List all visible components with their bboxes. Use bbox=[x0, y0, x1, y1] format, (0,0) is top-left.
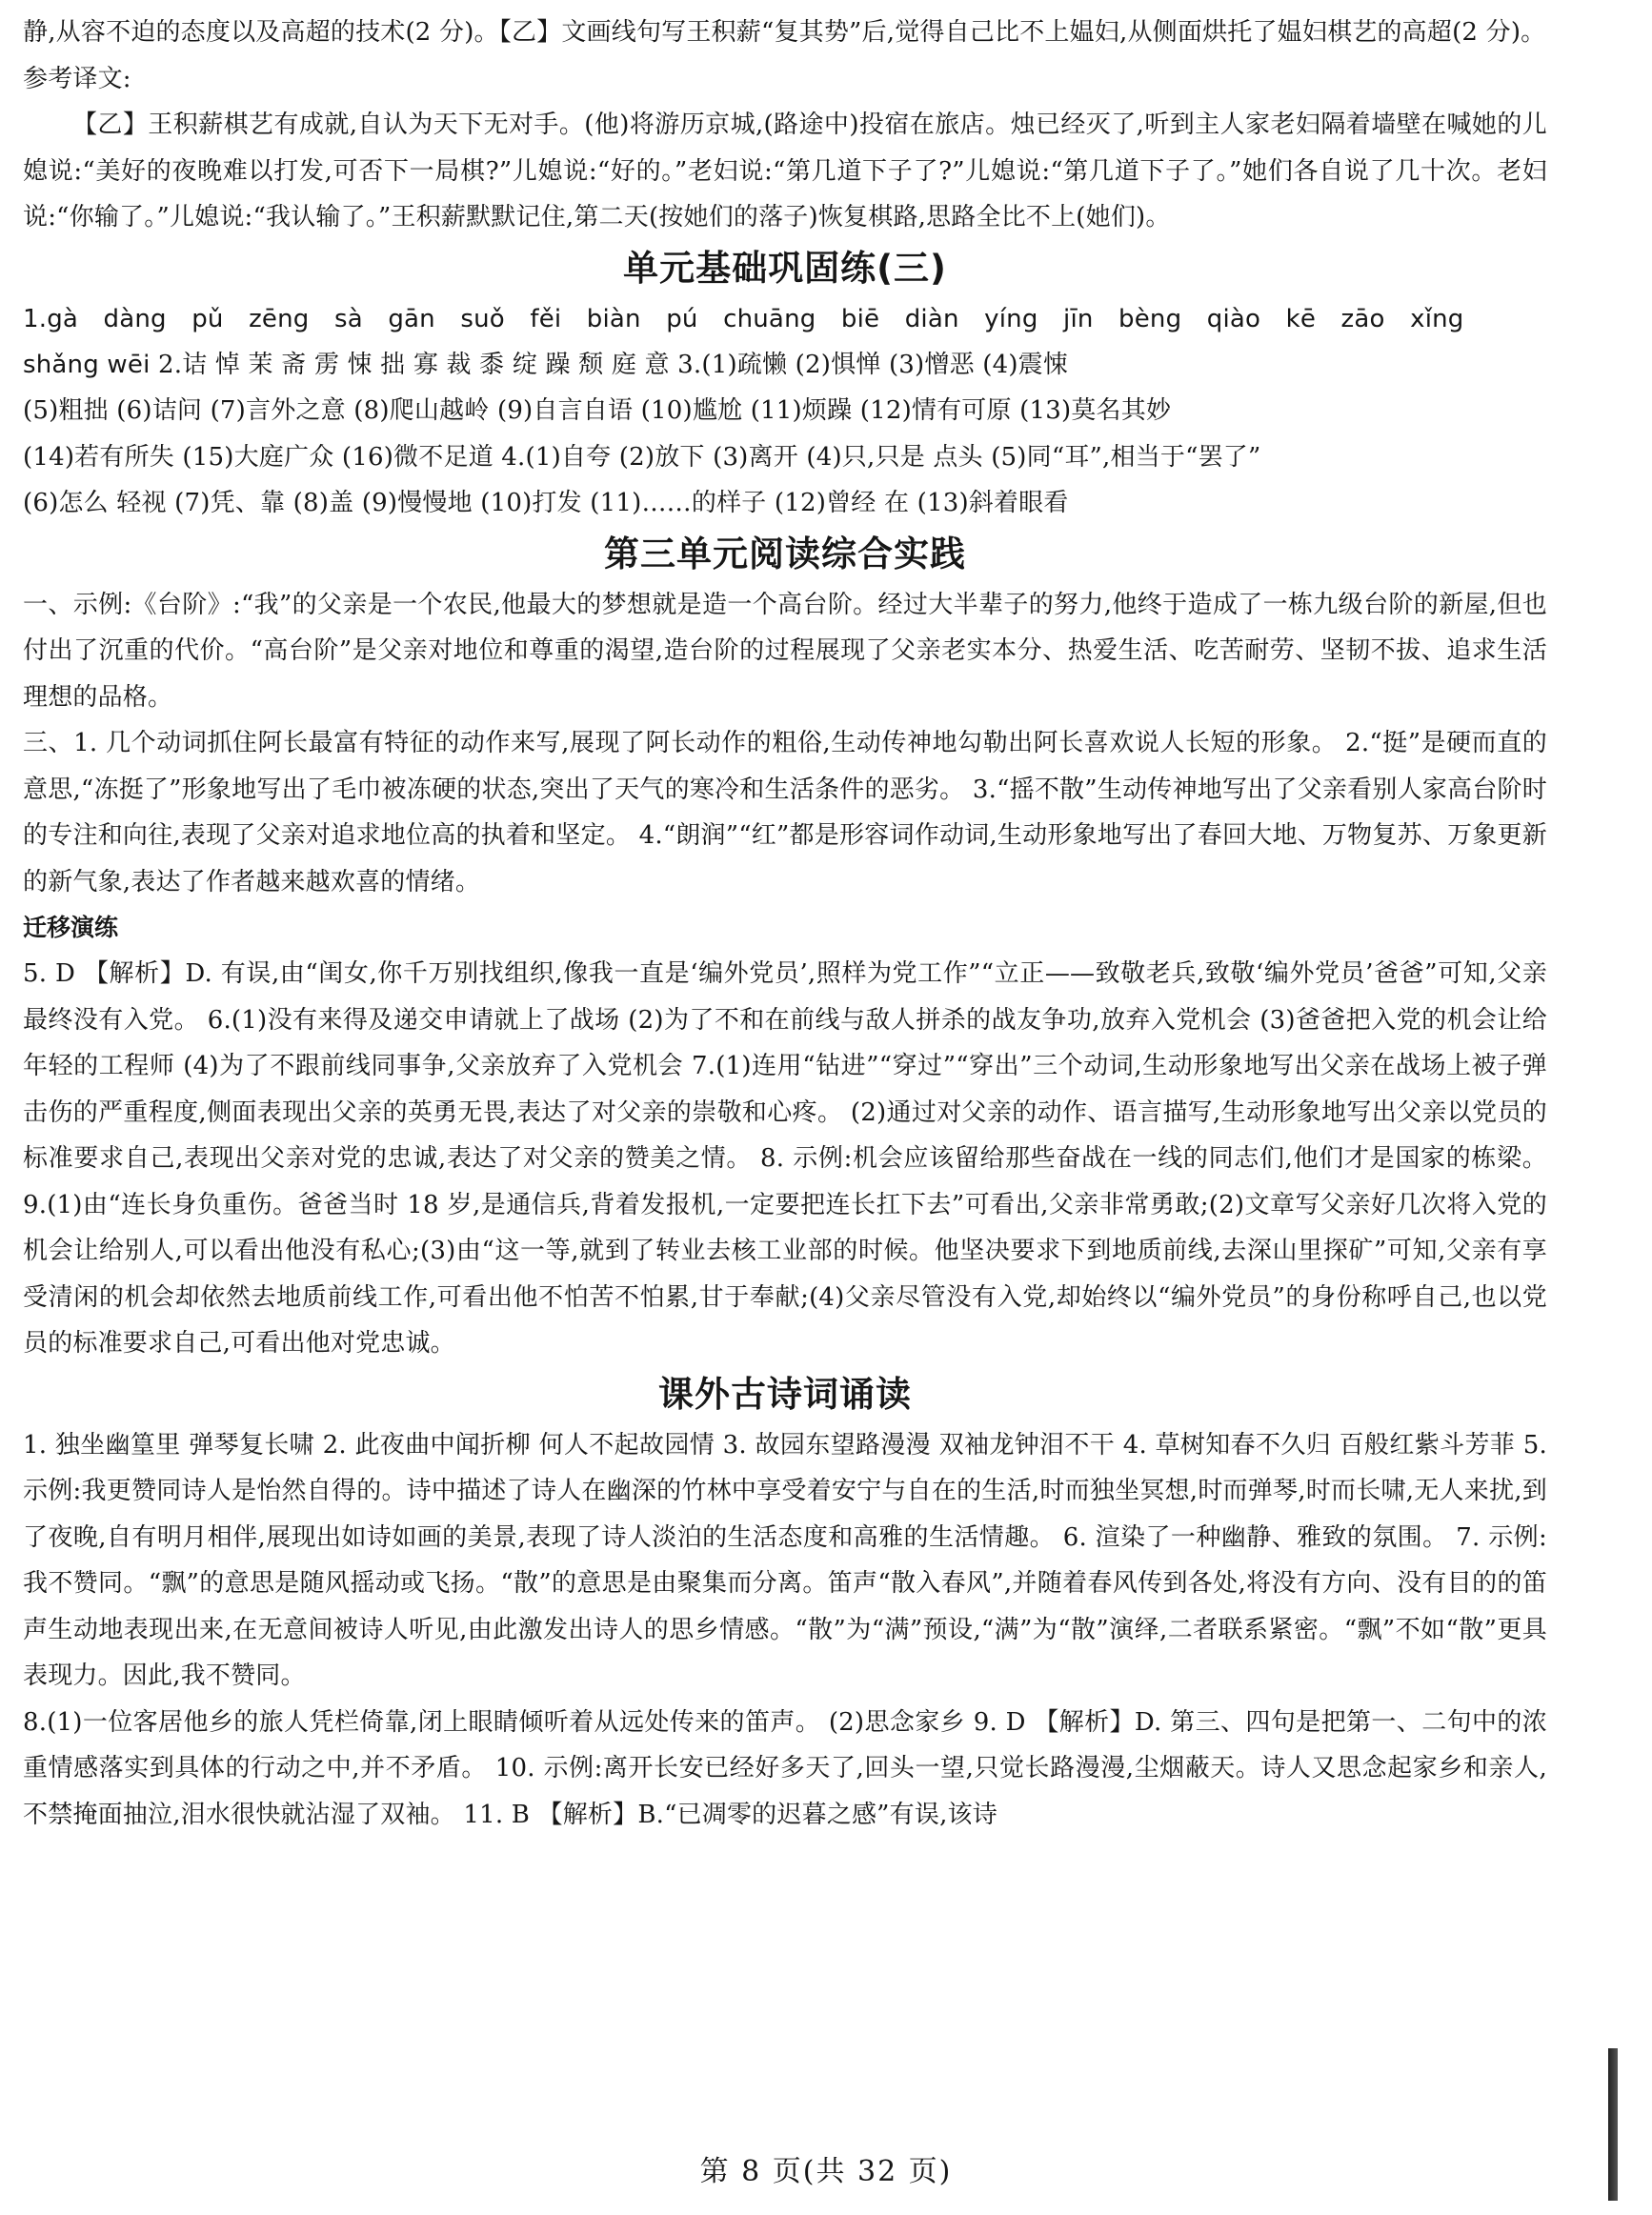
reference-label: 参考译文: bbox=[23, 64, 131, 93]
pinyin-item: zāo bbox=[1340, 304, 1385, 333]
pinyin-item: pú bbox=[666, 304, 698, 333]
pinyin-tail: shǎng wēi bbox=[23, 350, 151, 379]
pinyin-item: jīn bbox=[1063, 304, 1094, 333]
pinyin-item: suǒ bbox=[460, 304, 505, 333]
pinyin-item: 1.gà bbox=[23, 304, 79, 333]
answer-content bbox=[23, 10, 1547, 1838]
pinyin-item: biē bbox=[840, 304, 880, 333]
practice-heading: 迁移演练 bbox=[23, 914, 119, 941]
poetry-answers-2: 8.(1)一位客居他乡的旅人凭栏倚靠,闭上眼睛倾听着从远处传来的笛声。 (2)思念家乡 9. D 【解析】D. 第三、四句是把第一、二句中的浓重情感落实到具体的行动之中,并不矛盾。 10. 示例:离开长安已经好多天了,回头一望,只觉长路漫漫,尘烟蔽天。诗人又思念起家乡和亲人,不禁掩面抽泣,泪水很快就沾湿了双袖。 11. B 【解析】B.“已凋零的迟暮之感”有误,该诗 bbox=[23, 1707, 1547, 1829]
pinyin-item: bèng bbox=[1118, 304, 1182, 333]
binding-edge-shadow bbox=[1608, 2048, 1618, 2201]
pinyin-item: fěi bbox=[530, 304, 562, 333]
answer-line-text: 2.诘 悼 茉 斋 雳 悚 拙 寡 裁 黍 绽 躁 颓 庭 意 3.(1)疏懒 (2)惧惮 (3)憎恶 (4)震悚 bbox=[157, 350, 1069, 379]
pinyin-item: chuāng bbox=[723, 304, 816, 333]
answer-part-3: 三、1. 几个动词抓住阿长最富有特征的动作来写,展现了阿长动作的粗俗,生动传神地勾勒出阿长喜欢说人长短的形象。 2.“挺”是硬而直的意思,“冻挺了”形象地写出了毛巾被冻硬的状态,突出了天气的寒冷和生活条件的恶劣。 3.“摇不散”生动传神地写出了父亲看别人家高台阶时的专注和向往,表现了父亲对追求地位高的执着和坚定。 4.“朗润”“红”都是形容词作动词,生动形象地写出了春回大地、万物复苏、万象更新的新气象,表达了作者越来越欢喜的情绪。 bbox=[23, 729, 1547, 896]
answer-line: (6)怎么 轻视 (7)凭、靠 (8)盖 (9)慢慢地 (10)打发 (11)……的样子 (12)曾经 在 (13)斜着眼看 bbox=[23, 489, 1069, 517]
page-number: 第 8 页(共 32 页) bbox=[699, 2155, 953, 2188]
poetry-answers-1: 1. 独坐幽篁里 弹琴复长啸 2. 此夜曲中闻折柳 何人不起故园情 3. 故园东望路漫漫 双袖龙钟泪不干 4. 草树知春不久归 百般红紫斗芳菲 5. 示例:我更赞同诗人是怡然自得的。诗中描述了诗人在幽深的竹林中享受着安宁与自在的生活,时而独坐冥想,时而弹琴,时而长啸,无人来扰,到了夜晚,自有明月相伴,展现出如诗如画的美景,表现了诗人淡泊的生活态度和高雅的生活情趣。 6. 渲染了一种幽静、雅致的氛围。 7. 示例:我不赞同。“飘”的意思是随风摇动或飞扬。“散”的意思是由聚集而分离。笛声“散入春风”,并随着春风传到各处,将没有方向、没有目的的笛声生动地表现出来,在无意间被诗人听见,由此激发出诗人的思乡情感。“散”为“满”预设,“满”为“散”演绎,二者联系紧密。“飘”不如“散”更具表现力。因此,我不赞同。 bbox=[23, 1430, 1547, 1690]
answer-line bbox=[23, 342, 1547, 389]
pinyin-item: qiào bbox=[1206, 304, 1261, 333]
section-title-unit3-reading: 第三单元阅读综合实践 bbox=[604, 533, 966, 574]
pinyin-item: yíng bbox=[984, 304, 1038, 333]
pinyin-item: sà bbox=[333, 304, 363, 333]
section-title-poetry: 课外古诗词诵读 bbox=[658, 1373, 912, 1415]
pinyin-item: xǐng bbox=[1410, 304, 1464, 333]
pinyin-line bbox=[23, 296, 1547, 342]
pinyin-item: kē bbox=[1285, 304, 1317, 333]
pinyin-item: gān bbox=[388, 304, 435, 333]
practice-answers: 5. D 【解析】D. 有误,由“闺女,你千万别找组织,像我一直是‘编外党员’,照样为党工作”“立正——致敬老兵,致敬‘编外党员’爸爸”可知,父亲最终没有入党。 6.(1)没有来得及递交申请就上了战场 (2)为了不和在前线与敌人拼杀的战友争功,放弃入党机会 (3)爸爸把入党的机会让给年轻的工程师 (4)为了不跟前线同事争,父亲放弃了入党机会 7.(1)连用“钻进”“穿过”“穿出”三个动词,生动形象地写出父亲在战场上被子弹击伤的严重程度,侧面表现出父亲的英勇无畏,表达了对父亲的崇敬和心疼。 (2)通过对父亲的动作、语言描写,生动形象地写出父亲以党员的标准要求自己,表现出父亲对党的忠诚,表达了对父亲的赞美之情。 8. 示例:机会应该留给那些奋战在一线的同志们,他们才是国家的栋梁。 9.(1)由“连长身负重伤。爸爸当时 18 岁,是通信兵,背着发报机,一定要把连长扛下去”可看出,父亲非常勇敢;(2)文章写父亲好几次将入党的机会让给别人,可以看出他没有私心;(3)由“这一等,就到了转业去核工业部的时候。他坚决要求下到地质前线,去深山里探矿”可知,父亲有享受清闲的机会却依然去地质前线工作,可看出他不怕苦不怕累,甘于奉献;(4)父亲尽管没有入党,却始终以“编外党员”的身份称呼自己,也以党员的标准要求自己,可看出他对党忠诚。 bbox=[23, 959, 1547, 1358]
answer-line: (5)粗拙 (6)诘问 (7)言外之意 (8)爬山越岭 (9)自言自语 (10)尴尬 (11)烦躁 (12)情有可原 (13)莫名其妙 bbox=[23, 396, 1172, 425]
answer-line: (14)若有所失 (15)大庭广众 (16)微不足道 4.(1)自夸 (2)放下 (3)离开 (4)只,只是 点头 (5)同“耳”,相当于“罢了” bbox=[23, 442, 1261, 472]
pinyin-item: diàn bbox=[904, 304, 959, 333]
pinyin-item: zēng bbox=[249, 304, 310, 333]
section-title-unit3-basic: 单元基础巩固练(三) bbox=[623, 247, 947, 289]
reference-translation: 【乙】王积薪棋艺有成就,自认为天下无对手。(他)将游历京城,(路途中)投宿在旅店。烛已经灭了,听到主人家老妇隔着墙壁在喊她的儿媳说:“美好的夜晚难以打发,可否下一局棋?”儿媳说:“好的。”老妇说:“第几道下子了?”儿媳说:“第几道下子了。”她们各自说了几十次。老妇说:“你输了。”儿媳说:“我认输了。”王积薪默默记住,第二天(按她们的落子)恢复棋路,思路全比不上(她们)。 bbox=[23, 111, 1547, 232]
pinyin-item: biàn bbox=[586, 304, 641, 333]
answer-part-1: 一、示例:《台阶》:“我”的父亲是一个农民,他最大的梦想就是造一个高台阶。经过大半辈子的努力,他终于造成了一栋九级台阶的新屋,但也付出了沉重的代价。“高台阶”是父亲对地位和尊重的渴望,造台阶的过程展现了父亲老实本分、热爱生活、吃苦耐劳、坚韧不拔、追求生活理想的品格。 bbox=[23, 590, 1547, 712]
intro-paragraph: 静,从容不迫的态度以及高超的技术(2 分)。【乙】文画线句写王积薪“复其势”后,觉得自己比不上媪妇,从侧面烘托了媪妇棋艺的高超(2 分)。 bbox=[23, 18, 1546, 47]
pinyin-item: pǔ bbox=[191, 304, 224, 333]
pinyin-item: dàng bbox=[103, 304, 167, 333]
